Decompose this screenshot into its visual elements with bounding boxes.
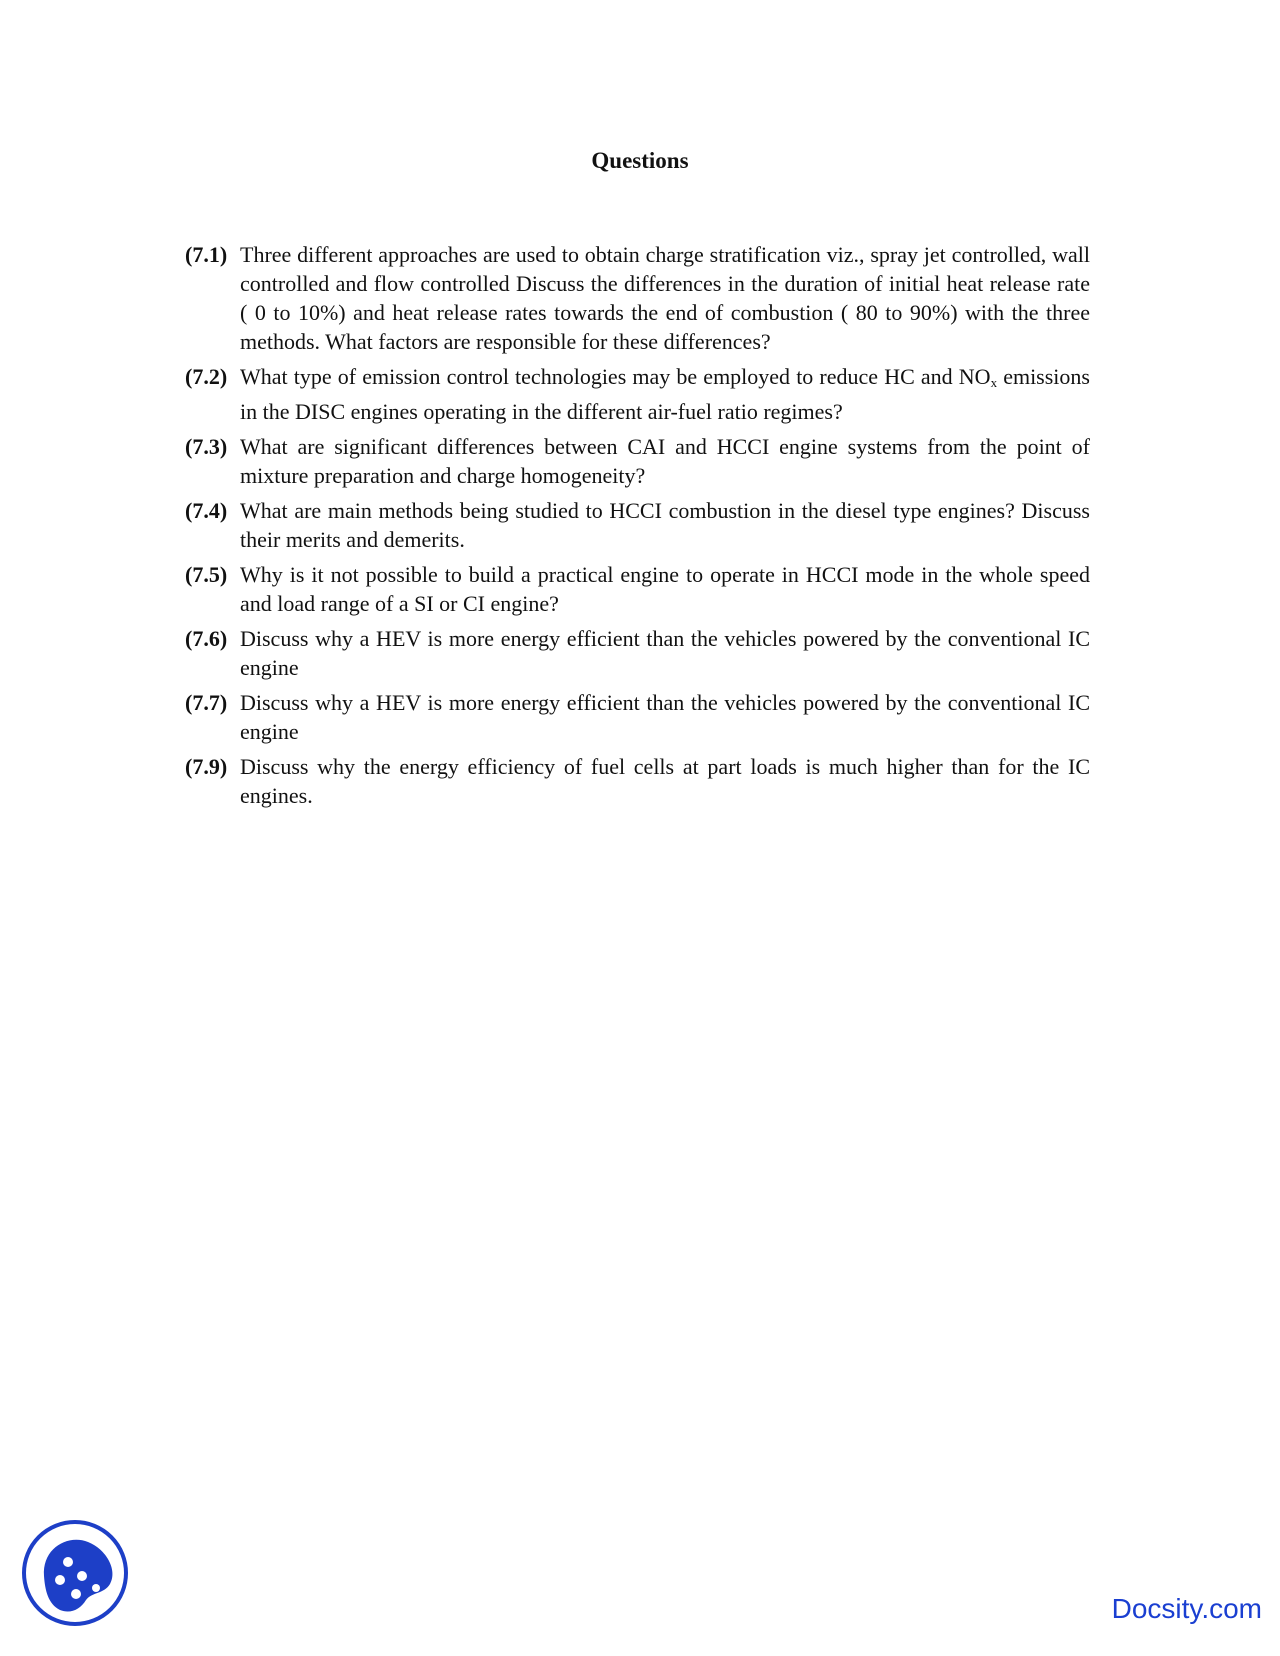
question-number: (7.2) bbox=[185, 364, 228, 389]
question-text: What are significant differences between CAI and HCCI engine systems from the point of mixture preparation and charge homogeneity? bbox=[240, 434, 1090, 488]
question-number: (7.4) bbox=[185, 498, 228, 523]
question-number: (7.6) bbox=[185, 626, 228, 651]
question-number: (7.1) bbox=[185, 242, 228, 267]
question-number: (7.5) bbox=[185, 562, 228, 587]
question-7-9 bbox=[185, 752, 1090, 810]
question-text-part: What type of emission control technologies may be employed to reduce HC and NO bbox=[240, 364, 991, 389]
question-7-2 bbox=[185, 362, 1090, 426]
question-text: Three different approaches are used to obtain charge stratification viz., spray jet controlled, wall controlled and flow controlled Discuss the differences in the duration of initial heat release rate ( 0 to 10%) and heat release rates towards the end of combustion ( 80 to 90%) with the three methods. What factors are responsible for these differences? bbox=[240, 242, 1090, 354]
question-7-7 bbox=[185, 688, 1090, 746]
question-text-part: emissions in the DISC engines operating in the different air-fuel ratio regimes? bbox=[240, 364, 1090, 424]
logo-graphic bbox=[20, 1518, 130, 1628]
question-7-6 bbox=[185, 624, 1090, 682]
subscript-x: x bbox=[990, 375, 998, 390]
question-7-1 bbox=[185, 240, 1090, 356]
page-title: Questions bbox=[591, 148, 689, 173]
question-text: Why is it not possible to build a practical engine to operate in HCCI mode in the whole speed and load range of a SI or CI engine? bbox=[240, 562, 1090, 616]
question-text: What are main methods being studied to HCCI combustion in the diesel type engines? Discuss their merits and demerits. bbox=[240, 498, 1090, 552]
question-text: Discuss why the energy efficiency of fuel cells at part loads is much higher than for the IC engines. bbox=[240, 754, 1090, 808]
question-text bbox=[240, 362, 1090, 426]
question-text: Discuss why a HEV is more energy efficient than the vehicles powered by the conventional IC engine bbox=[240, 626, 1090, 680]
question-number: (7.7) bbox=[185, 690, 228, 715]
question-7-3 bbox=[185, 432, 1090, 490]
question-7-4 bbox=[185, 496, 1090, 554]
question-text: Discuss why a HEV is more energy efficient than the vehicles powered by the conventional IC engine bbox=[240, 690, 1090, 744]
docsity-logo-icon[interactable] bbox=[20, 1518, 130, 1628]
question-7-5 bbox=[185, 560, 1090, 618]
question-number: (7.9) bbox=[185, 754, 228, 779]
docsity-brand-link[interactable]: Docsity.com bbox=[1111, 1593, 1262, 1624]
question-list bbox=[185, 240, 1090, 816]
question-number: (7.3) bbox=[185, 434, 228, 459]
